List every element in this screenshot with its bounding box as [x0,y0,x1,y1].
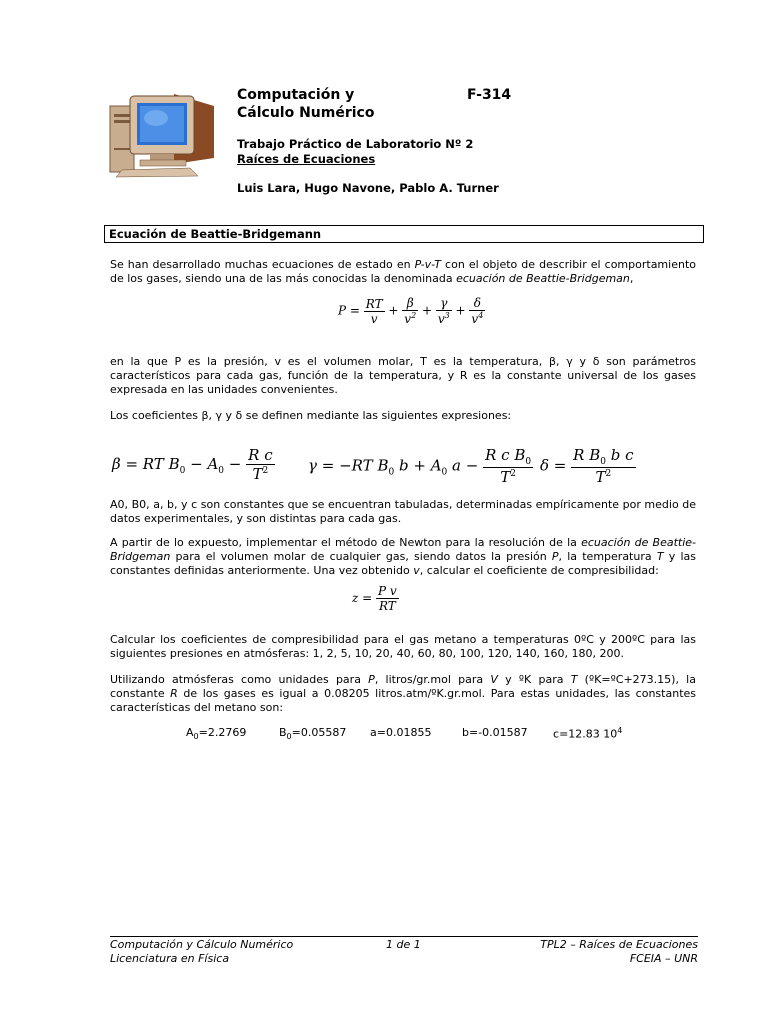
constant-a0: $A_0=2.2769$ [186,726,247,742]
footer-degree: Licenciatura en Física [110,952,230,965]
paragraph-coefficients: Los coeficientes β, γ y δ se definen mediante las siguientes expresiones: [110,409,512,422]
course-title-line1: Computación y [237,87,355,103]
constant-a: a=0.01855 [370,726,432,739]
paragraph-newton: A partir de lo expuesto, implementar el método de Newton para la resolución de la ecuación de Beattie-Bridgeman para el volumen molar de cualquier gas, siendo datos la presión P, la temperatura T y las constantes definidas anteriormente. Una vez obtenido v, calcular el coeficiente de compresibilidad: [110,536,696,577]
constant-b0: $B_0=0.05587$ [279,726,347,742]
authors: Luis Lara, Hugo Navone, Pablo A. Turner [237,181,499,195]
equation-compressibility: z = $\frac{\text{P v}}{RT}$ [352,584,397,613]
footer-right [440,938,698,966]
page-number: 1 de 1 [386,938,421,951]
paragraph-units: Utilizando atmósferas como unidades para P, litros/gr.mol para V y ºK para T (ºK=ºC+273.15), la constante R de los gases es igual a 0.08205 litros.atm/ºK.gr.mol. Para estas unidades, las constantes características del metano son: [110,673,697,714]
footer-left [110,938,293,966]
paragraph-constants: A0, B0, a, b, y c son constantes que se encuentran tabuladas, determinadas empíricamente por medio de datos experimentales, y son distintas para cada gas. [110,498,696,525]
section-heading-box [104,225,704,243]
equation-delta: δ = $\frac{R B_0 b c}{T^2}$ [540,446,634,486]
footer-institution: FCEIA – UNR [629,952,698,965]
paragraph-intro: Se han desarrollado muchas ecuaciones de estado en P-v-T con el objeto de describir el comportamiento de los gases, siendo una de las más conocidas la denominada ecuación de Beattie-Bridgeman, [110,258,696,285]
course-code: F-314 [467,87,512,103]
section-heading: Ecuación de Beattie-Bridgemann [109,227,322,241]
footer-course: Computación y Cálculo Numérico [110,938,294,951]
constant-b: b=-0.01587 [462,726,528,739]
footer-tpl: TPL2 – Raíces de Ecuaciones [540,938,698,951]
paragraph-variables: en la que P es la presión, v es el volumen molar, T es la temperatura, β, γ y δ son parámetros característicos para cada gas, función de la temperatura, y R es la constante universal de los gases expresada en las unidades convenientes. [110,355,696,396]
equation-beta: β = RT $B_0 - A_0$ − $\frac{\text{R c}}{T^2}$ [112,446,273,483]
practice-title: Trabajo Práctico de Laboratorio Nº 2 [237,137,474,151]
footer-rule [110,936,698,937]
constant-c: c=12.83 $10^4$ [553,726,623,741]
course-title [237,86,374,122]
equation-beattie-bridgeman: P = $\frac{RT}{v}$ + $\frac{\beta}{v^2}$ + $\frac{\gamma}{v^3}$ + $\frac{\delta}{v^4}$ [338,296,484,326]
computer-icon [104,86,222,178]
paragraph-methane: Calcular los coeficientes de compresibilidad para el gas metano a temperaturas 0ºC y 200ºC para las siguientes presiones en atmósferas: 1, 2, 5, 10, 20, 40, 60, 80, 100, 120, 140, 160, 180, 200. [110,633,696,660]
equation-gamma: γ = −RT $B_0$ $b + A_0$ a − $\frac{R c B_0}{T^2}$ [308,446,532,486]
course-title-line2: Cálculo Numérico [237,105,375,121]
subject-title: Raíces de Ecuaciones [237,152,376,166]
